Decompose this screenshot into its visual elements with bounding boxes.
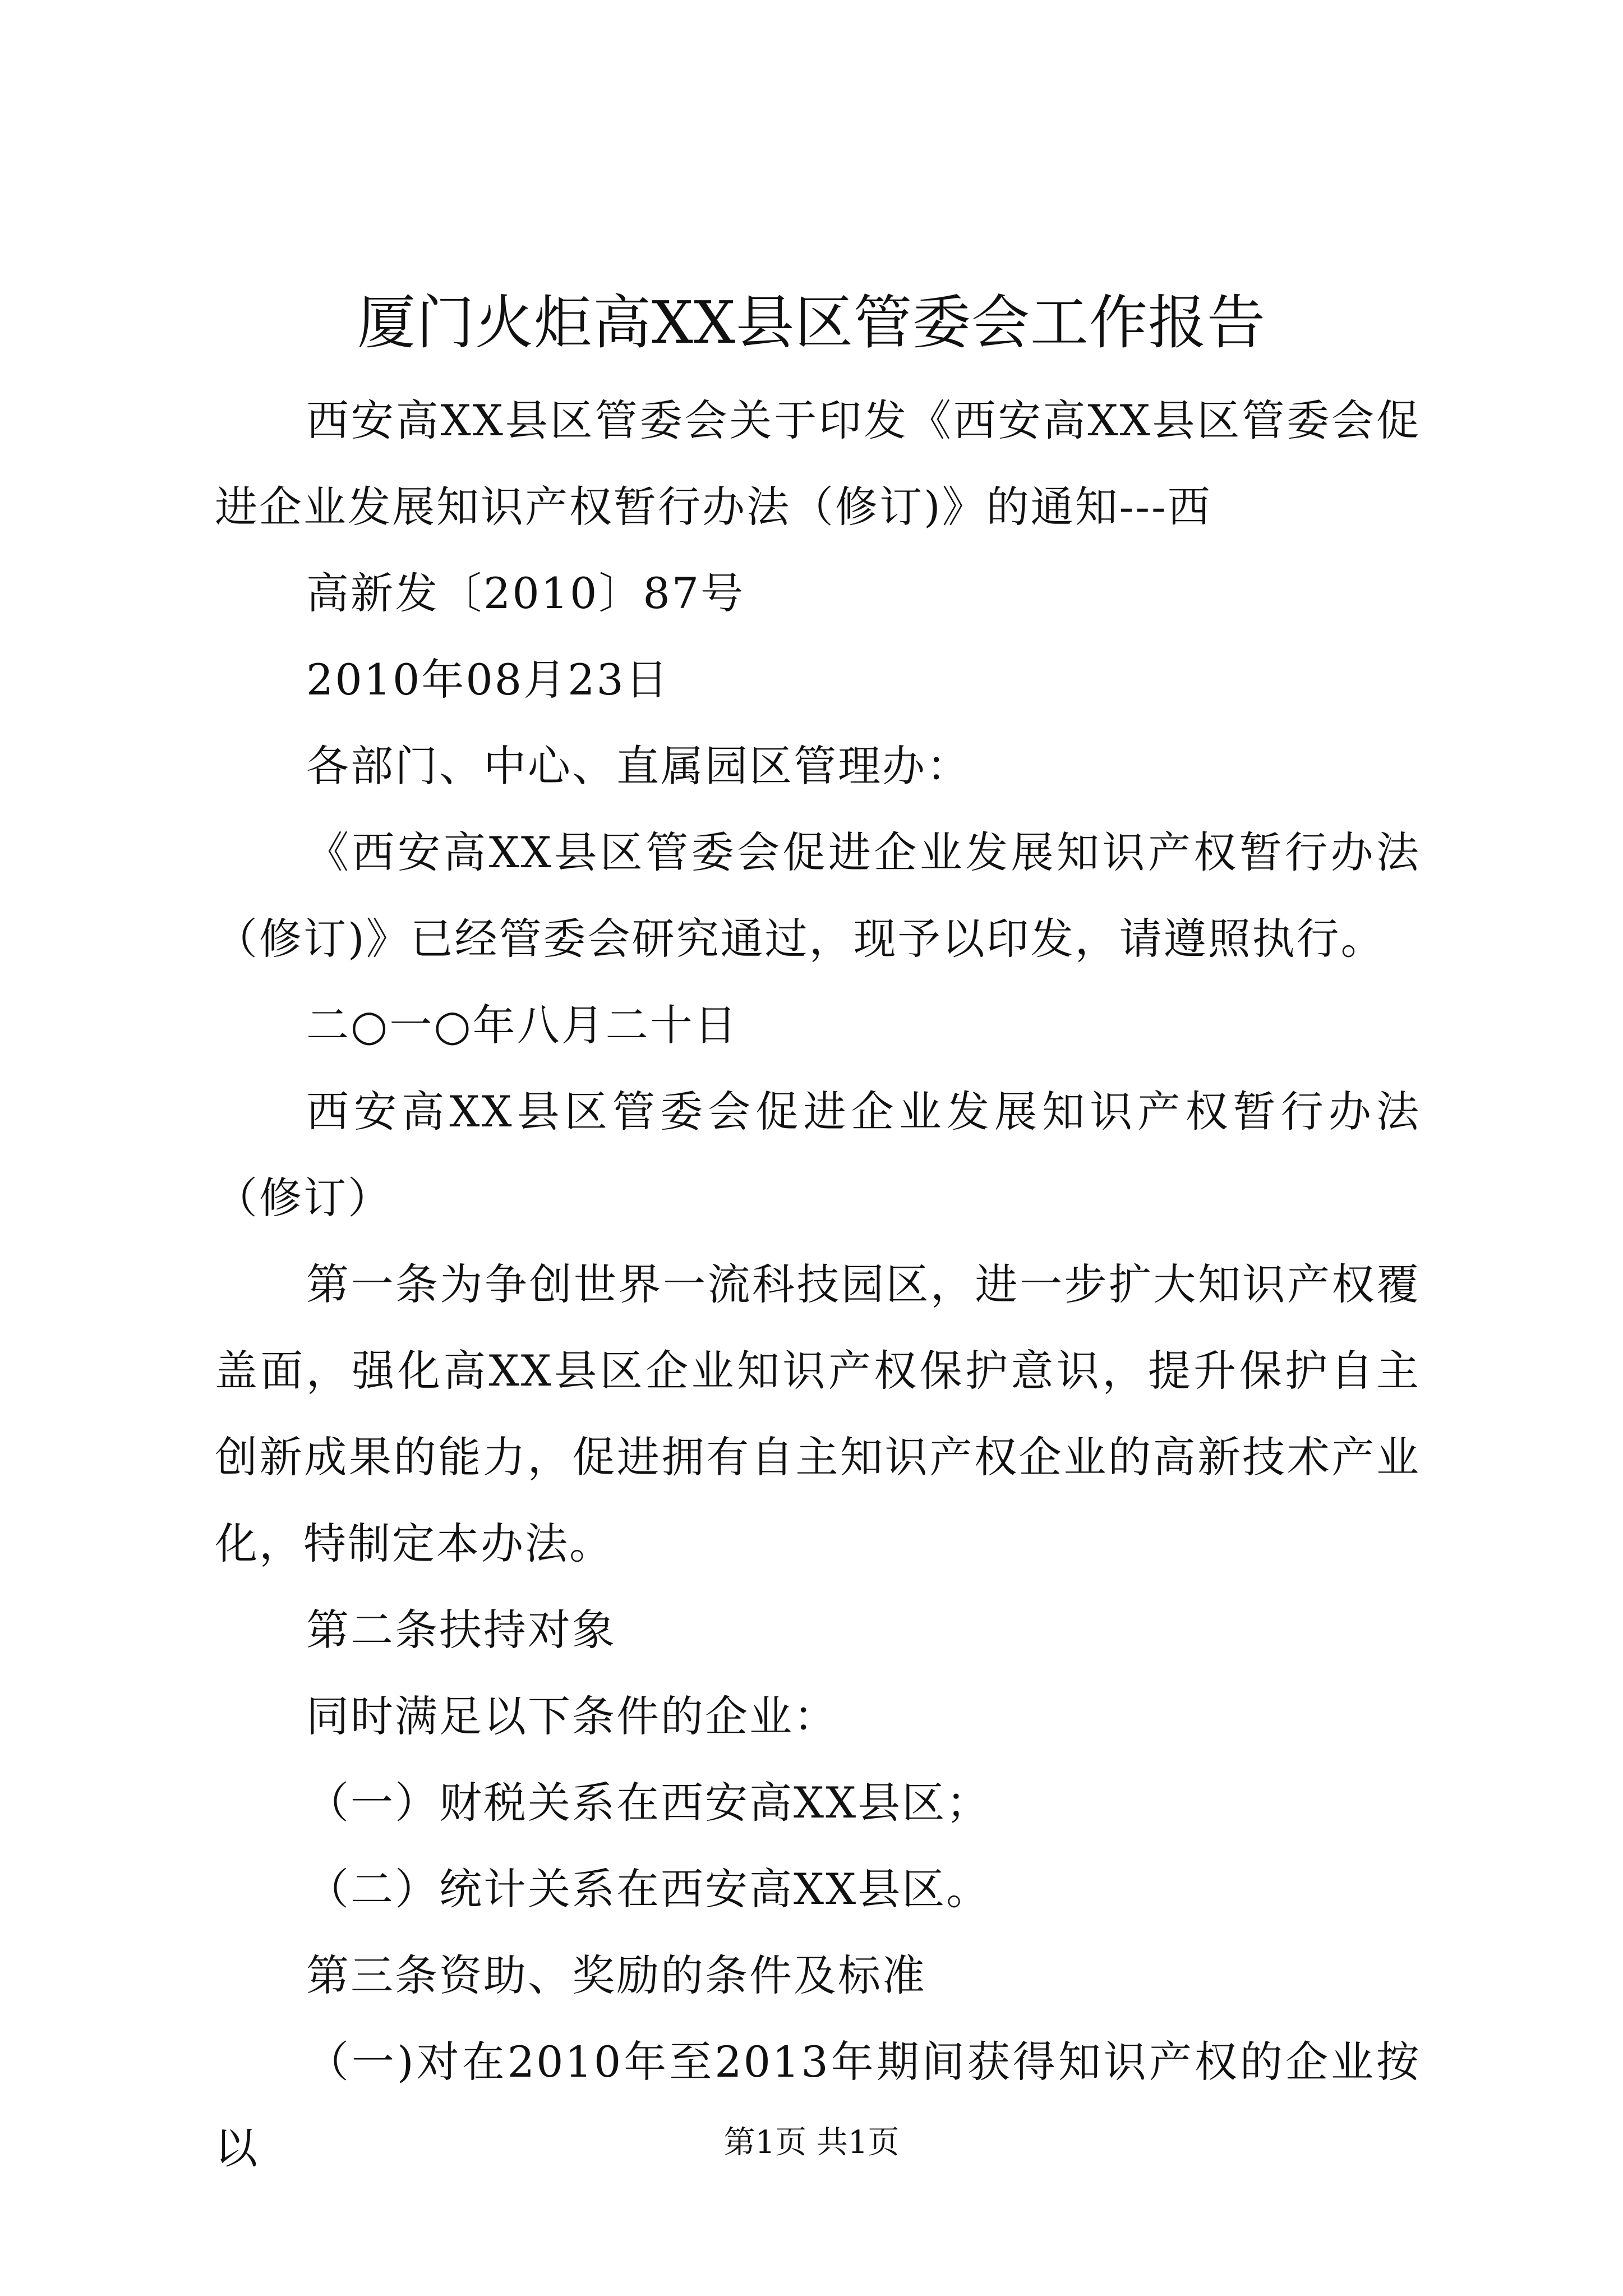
paragraph-notice-body: 《西安高XX县区管委会促进企业发展知识产权暂行办法（修订)》已经管委会研究通过，现予以印发，请遵照执行。 <box>215 827 1421 964</box>
paragraph-date: 2010年08月23日 <box>306 655 670 705</box>
page-footer: 第1页 共1页 <box>723 2124 900 2161</box>
paragraph-article-3-item-1: （一)对在2010年至2013年期间获得知识产权的企业按以 <box>215 2037 1421 2173</box>
paragraph-article-2-heading: 第二条扶持对象 <box>306 1605 616 1655</box>
document-title: 厦门火炬高XX县区管委会工作报告 <box>357 288 1266 357</box>
paragraph-conditions-intro: 同时满足以下条件的企业： <box>306 1691 838 1741</box>
document-body <box>215 378 1421 2192</box>
paragraph-condition-2: （二）统计关系在西安高XX县区。 <box>306 1864 991 1914</box>
paragraph-condition-1: （一）财税关系在西安高XX县区； <box>306 1778 991 1828</box>
paragraph-doc-number: 高新发〔2010〕87号 <box>306 568 745 618</box>
paragraph-notice-title: 西安高XX县区管委会关于印发《西安高XX县区管委会促进企业发展知识产权暂行办法（修订)》的通知---西 <box>215 395 1421 532</box>
paragraph-article-3-heading: 第三条资助、奖励的条件及标准 <box>306 1950 926 2000</box>
paragraph-chinese-date: 二○一○年八月二十日 <box>306 1000 739 1050</box>
paragraph-article-1: 第一条为争创世界一流科技园区，进一步扩大知识产权覆盖面，强化高XX县区企业知识产权保护意识，提升保护自主创新成果的能力，促进拥有自主知识产权企业的高新技术产业化，特制定本办法。 <box>215 1259 1421 1568</box>
paragraph-recipients: 各部门、中心、直属园区管理办： <box>306 741 971 791</box>
paragraph-measures-title: 西安高XX县区管委会促进企业发展知识产权暂行办法（修订） <box>215 1087 1421 1223</box>
